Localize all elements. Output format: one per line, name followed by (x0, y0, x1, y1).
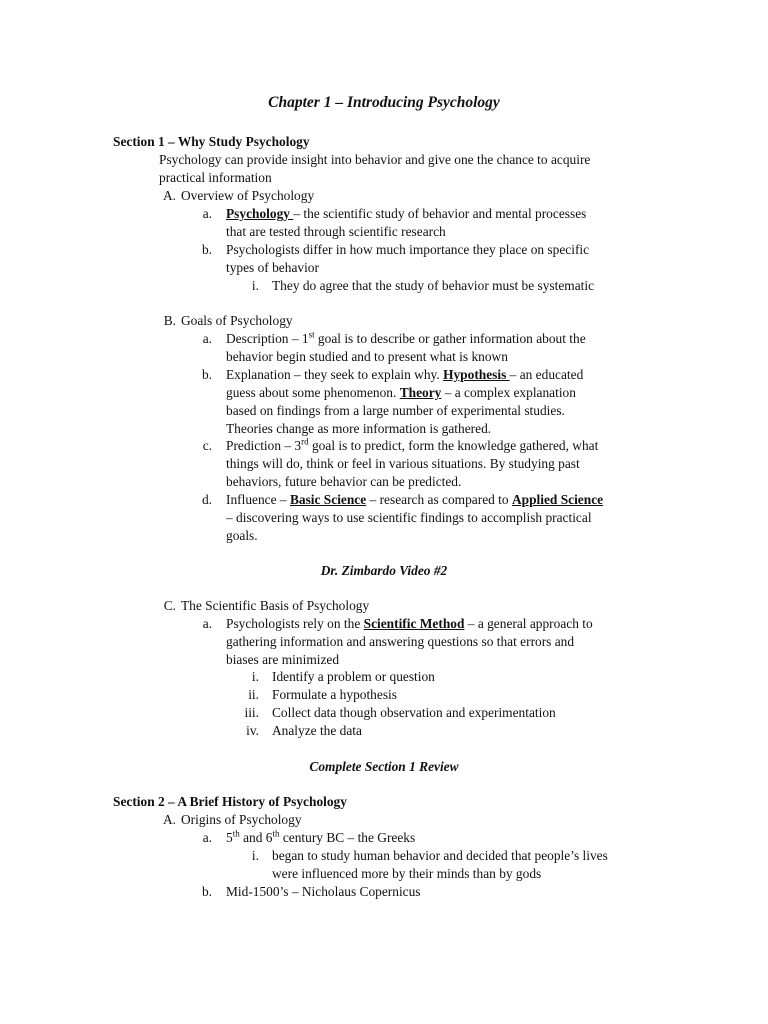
outline-label-C: C. (163, 598, 176, 613)
term-scientific-method: Scientific Method (363, 616, 465, 631)
outline-label-B: B. (163, 313, 176, 328)
influence-goal-line-2: – discovering ways to use scientific findings to accomplish practical (226, 510, 592, 525)
psychologists-differ-line-1: Psychologists differ in how much importance they place on specific (226, 242, 590, 257)
outline-label-a: a. (202, 616, 212, 631)
description-goal-line-1: Description – 1st goal is to describe or gather information about the (226, 329, 586, 346)
section-1-intro-line-1: Psychology can provide insight into behavior and give one the chance to acquire (159, 152, 591, 167)
explanation-goal-line-1: Explanation – they seek to explain why. Hypothesis – an educated (226, 367, 584, 382)
psychology-definition-line-2: that are tested through scientific research (226, 224, 446, 239)
section-1-heading: Section 1 – Why Study Psychology (113, 134, 310, 149)
description-goal-line-2: behavior begin studied and to present what is known (226, 349, 508, 364)
explanation-goal-line-4: Theories change as more information is gathered. (226, 421, 492, 436)
psychologists-differ-line-2: types of behavior (226, 260, 319, 275)
outline-label-c: c. (202, 438, 212, 453)
explanation-goal-line-3: based on findings from a large number of experimental studies. (226, 403, 565, 418)
copernicus-line: Mid-1500’s – Nicholaus Copernicus (226, 884, 421, 899)
psychology-definition-line-1: Psychology – the scientific study of behavior and mental processes (226, 206, 587, 221)
step-text: Analyze the data (272, 723, 362, 738)
term-applied-science: Applied Science (511, 492, 604, 507)
overview-heading: Overview of Psychology (181, 188, 315, 203)
outline-label-i: i. (251, 848, 259, 863)
step-text: Collect data though observation and experimentation (272, 705, 556, 720)
chapter-title: Chapter 1 – Introducing Psychology (268, 94, 500, 111)
step-text: Formulate a hypothesis (272, 687, 397, 702)
outline-label-a: a. (202, 331, 212, 346)
review-note: Complete Section 1 Review (309, 759, 459, 774)
systematic-study-note: They do agree that the study of behavior must be systematic (272, 278, 595, 293)
outline-label-d: d. (201, 492, 212, 507)
section-1-intro-line-2: practical information (159, 170, 272, 185)
outline-label-b: b. (201, 242, 212, 257)
scientific-method-line-1: Psychologists rely on the Scientific Method – a general approach to (226, 616, 593, 631)
scientific-basis-heading: The Scientific Basis of Psychology (181, 598, 370, 613)
step-label: iii. (244, 705, 259, 720)
outline-label-i: i. (251, 278, 259, 293)
greeks-note-line-2: were influenced more by their minds than by gods (272, 866, 542, 881)
scientific-method-line-2: gathering information and answering questions so that errors and (226, 634, 575, 649)
step-label: i. (251, 669, 259, 684)
step-text: Identify a problem or question (272, 669, 435, 684)
outline-label-A: A. (162, 812, 176, 827)
influence-goal-line-1: Influence – Basic Science – research as compared to Applied Science (226, 492, 604, 507)
outline-label-a: a. (202, 206, 212, 221)
greeks-note-line-1: began to study human behavior and decided that people’s lives (272, 848, 608, 863)
term-theory: Theory (399, 385, 442, 400)
goals-heading: Goals of Psychology (181, 313, 293, 328)
explanation-goal-line-2: guess about some phenomenon. Theory – a complex explanation (226, 385, 576, 400)
term-hypothesis: Hypothesis (443, 367, 510, 382)
video-note: Dr. Zimbardo Video #2 (320, 563, 448, 578)
origins-heading: Origins of Psychology (181, 812, 302, 827)
prediction-goal-line-2: things will do, think or feel in various situations. By studying past (226, 456, 580, 471)
greeks-line: 5th and 6th century BC – the Greeks (226, 828, 416, 845)
scientific-method-line-3: biases are minimized (226, 652, 340, 667)
step-label: ii. (248, 687, 259, 702)
outline-label-a: a. (202, 830, 212, 845)
term-basic-science: Basic Science (289, 492, 367, 507)
outline-label-b: b. (201, 884, 212, 899)
outline-label-A: A. (162, 188, 176, 203)
prediction-goal-line-3: behaviors, future behavior can be predicted. (226, 474, 462, 489)
term-psychology: Psychology (226, 206, 294, 221)
influence-goal-line-3: goals. (226, 528, 258, 543)
section-2-heading: Section 2 – A Brief History of Psychology (113, 794, 347, 809)
prediction-goal-line-1: Prediction – 3rd goal is to predict, form the knowledge gathered, what (226, 436, 599, 453)
step-label: iv. (246, 723, 259, 738)
outline-label-b: b. (201, 367, 212, 382)
